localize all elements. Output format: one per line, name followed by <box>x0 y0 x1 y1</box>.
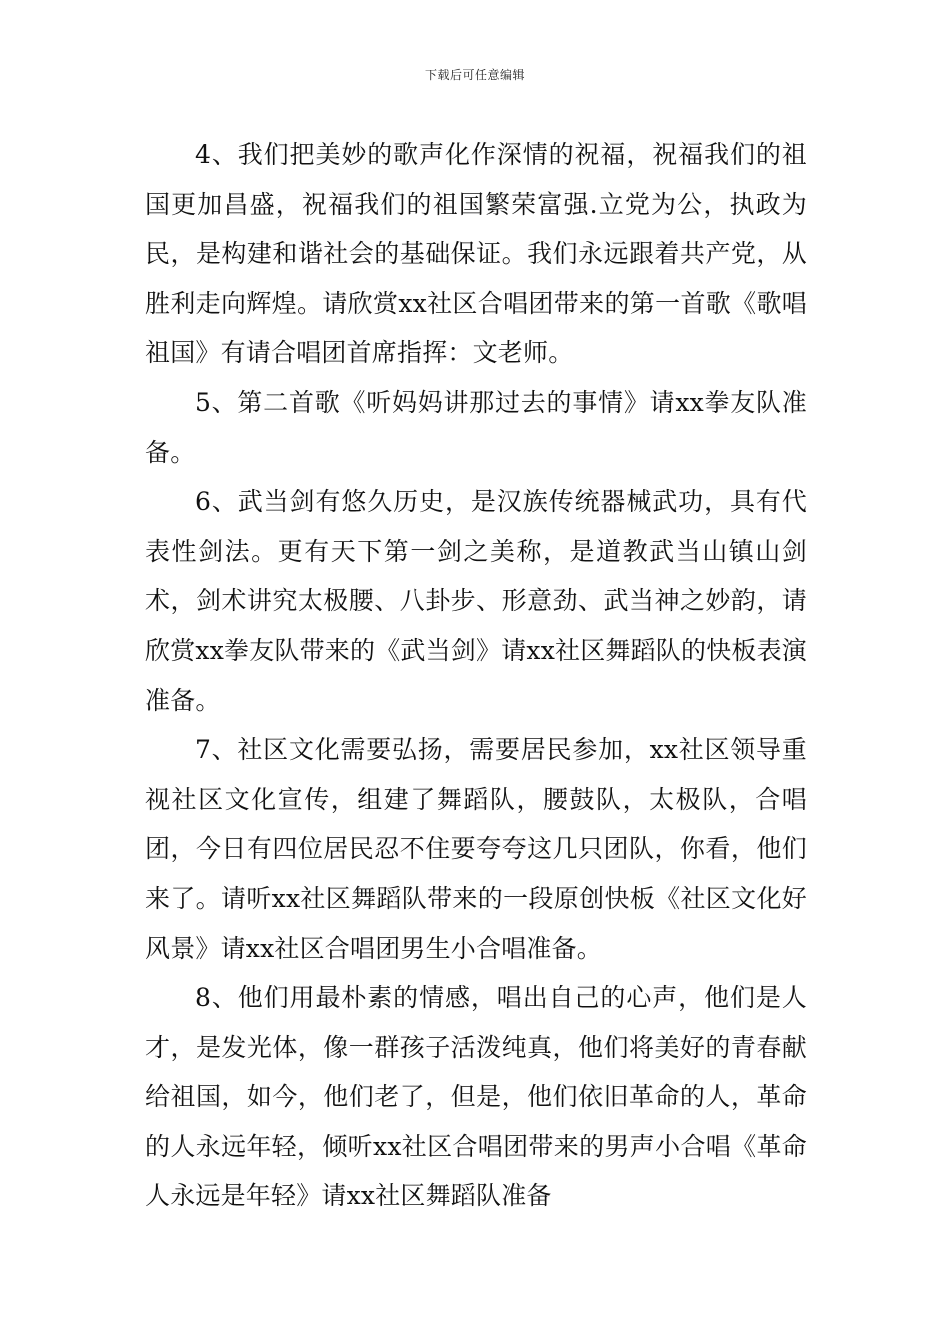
paragraph-5: 5、第二首歌《听妈妈讲那过去的事情》请xx拳友队准备。 <box>145 387 807 467</box>
page-header: 下载后可任意编辑 <box>424 68 525 82</box>
paragraph-4: 4、我们把美妙的歌声化作深情的祝福，祝福我们的祖国更加昌盛，祝福我们的祖国繁荣富强.立党为公，执政为民，是构建和谐社会的基础保证。我们永远跟着共产党，从胜利走向辉煌。请欣赏xx社区合唱团带来的第一首歌《歌唱祖国》有请合唱团首席指挥：文老师。 <box>145 140 807 368</box>
paragraph-8: 8、他们用最朴素的情感，唱出自己的心声，他们是人才，是发光体，像一群孩子活泼纯真，他们将美好的青春献给祖国，如今，他们老了，但是，他们依旧革命的人，革命的人永远年轻，倾听xx社区合唱团带来的男声小合唱《革命人永远是年轻》请xx社区舞蹈队准备 <box>145 983 807 1211</box>
paragraph-6: 6、武当剑有悠久历史，是汉族传统器械武功，具有代表性剑法。更有天下第一剑之美称，是道教武当山镇山剑术，剑术讲究太极腰、八卦步、形意劲、武当神之妙韵，请欣赏xx拳友队带来的《武当剑》请xx社区舞蹈队的快板表演准备。 <box>145 487 807 715</box>
paragraph-7: 7、社区文化需要弘扬，需要居民参加，xx社区领导重视社区文化宣传，组建了舞蹈队，腰鼓队，太极队，合唱团，今日有四位居民忍不住要夸夸这几只团队，你看，他们来了。请听xx社区舞蹈队带来的一段原创快板《社区文化好风景》请xx社区合唱团男生小合唱准备。 <box>145 735 807 963</box>
document-body <box>145 130 807 1221</box>
